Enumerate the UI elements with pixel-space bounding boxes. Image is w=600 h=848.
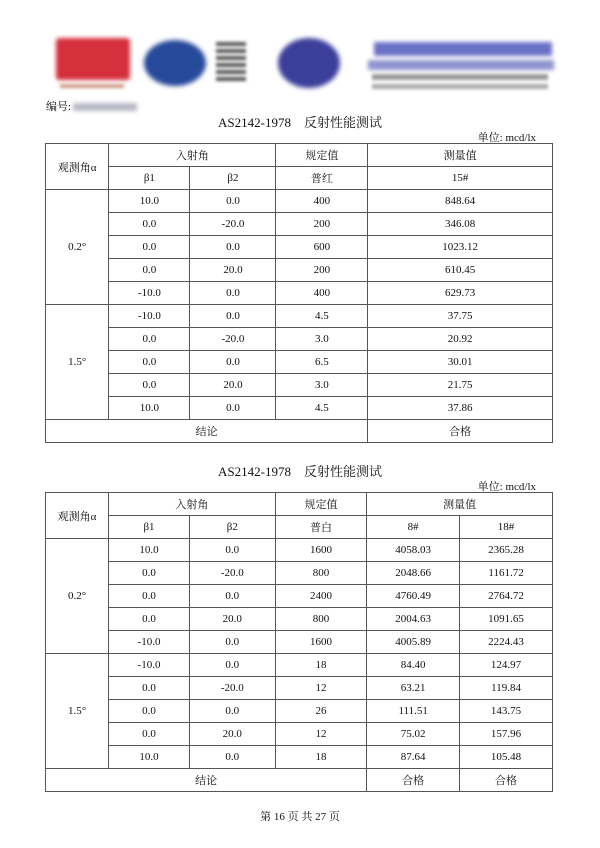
- beta2-cell: -20.0: [189, 677, 275, 700]
- table-row: [46, 677, 553, 700]
- beta2-cell: 0.0: [190, 282, 276, 305]
- measured-value-cell: 37.75: [368, 305, 553, 328]
- measured-value-header: 测量值: [368, 144, 553, 167]
- beta2-cell: 0.0: [189, 539, 275, 562]
- beta2-cell: -20.0: [189, 562, 275, 585]
- table-row: [46, 631, 553, 654]
- table-row: [46, 305, 553, 328]
- table1-title: AS2142-1978 反射性能测试: [218, 115, 382, 130]
- page-footer: 第 16 页 共 27 页: [260, 811, 340, 823]
- spec-value-cell: 18: [275, 654, 367, 677]
- observation-angle-cell: 0.2°: [46, 190, 109, 305]
- table1-unit: 单位: mcd/lx: [477, 132, 536, 144]
- beta1-cell: 0.0: [109, 259, 190, 282]
- table2-title: AS2142-1978 反射性能测试: [218, 464, 382, 479]
- measured-value-cell: 2004.63: [367, 608, 460, 631]
- conclusion-row: [46, 769, 553, 792]
- measured-value-cell: 4058.03: [367, 539, 460, 562]
- table2-unit: 单位: mcd/lx: [477, 481, 536, 493]
- measured-value-cell: 346.08: [368, 213, 553, 236]
- table-header-row: [46, 144, 553, 167]
- spec-color-header: 普白: [275, 516, 367, 539]
- observation-angle-cell: 0.2°: [46, 539, 109, 654]
- beta2-cell: 0.0: [189, 585, 275, 608]
- beta2-cell: 0.0: [190, 190, 276, 213]
- institute-address-line: [372, 74, 548, 80]
- measured-value-cell: 84.40: [367, 654, 460, 677]
- beta2-cell: 0.0: [189, 700, 275, 723]
- table2-reflection-test: [45, 492, 553, 792]
- spec-value-header: 规定值: [276, 144, 368, 167]
- spec-value-cell: 4.5: [276, 397, 368, 420]
- beta1-cell: 0.0: [109, 677, 190, 700]
- header-logos: [56, 36, 556, 92]
- table-row: [46, 397, 553, 420]
- sample-header: 18#: [460, 516, 553, 539]
- table-subheader-row: [46, 516, 553, 539]
- measured-value-cell: 124.97: [460, 654, 553, 677]
- table-row: [46, 585, 553, 608]
- spec-value-cell: 6.5: [276, 351, 368, 374]
- spec-value-cell: 200: [276, 259, 368, 282]
- beta2-cell: 0.0: [189, 746, 275, 769]
- spec-value-header: 规定值: [275, 493, 367, 516]
- spec-value-cell: 1600: [275, 631, 367, 654]
- beta1-cell: -10.0: [109, 305, 190, 328]
- conclusion-label: 结论: [46, 769, 367, 792]
- spec-value-cell: 3.0: [276, 328, 368, 351]
- beta2-header: β2: [190, 167, 276, 190]
- beta1-cell: 10.0: [109, 539, 190, 562]
- beta1-cell: 0.0: [109, 213, 190, 236]
- spec-value-cell: 12: [275, 677, 367, 700]
- sample-header: 8#: [367, 516, 460, 539]
- institute-name-logo: [374, 42, 552, 56]
- beta2-cell: 0.0: [190, 305, 276, 328]
- table-row: [46, 190, 553, 213]
- document-number-label: 编号:: [46, 101, 72, 113]
- table1-reflection-test: [45, 143, 553, 443]
- conclusion-result: 合格: [367, 769, 460, 792]
- measured-value-cell: 629.73: [368, 282, 553, 305]
- beta1-cell: 0.0: [109, 328, 190, 351]
- measured-value-cell: 143.75: [460, 700, 553, 723]
- observation-angle-cell: 1.5°: [46, 654, 109, 769]
- table-row: [46, 562, 553, 585]
- beta2-cell: 20.0: [190, 259, 276, 282]
- beta1-cell: -10.0: [109, 654, 190, 677]
- cnas-logo-icon: [144, 40, 206, 86]
- measured-value-cell: 157.96: [460, 723, 553, 746]
- measured-value-cell: 105.48: [460, 746, 553, 769]
- table-row: [46, 282, 553, 305]
- table-row: [46, 351, 553, 374]
- conclusion-result: 合格: [460, 769, 553, 792]
- table-row: [46, 328, 553, 351]
- table-row: [46, 654, 553, 677]
- beta1-cell: 10.0: [109, 746, 190, 769]
- cma-logo-icon: [56, 38, 130, 80]
- beta1-cell: 0.0: [109, 236, 190, 259]
- beta2-cell: 20.0: [189, 723, 275, 746]
- beta1-cell: 0.0: [109, 562, 190, 585]
- measured-value-cell: 4005.89: [367, 631, 460, 654]
- measured-value-cell: 111.51: [367, 700, 460, 723]
- measured-value-cell: 30.01: [368, 351, 553, 374]
- beta2-cell: 20.0: [190, 374, 276, 397]
- beta1-cell: 0.0: [109, 585, 190, 608]
- spec-value-cell: 1600: [275, 539, 367, 562]
- measured-value-cell: 2365.28: [460, 539, 553, 562]
- table-row: [46, 539, 553, 562]
- conclusion-row: [46, 420, 553, 443]
- measured-value-cell: 2224.43: [460, 631, 553, 654]
- beta2-cell: 0.0: [189, 654, 275, 677]
- table-row: [46, 608, 553, 631]
- table-row: [46, 374, 553, 397]
- table-row: [46, 236, 553, 259]
- beta2-cell: 0.0: [190, 397, 276, 420]
- measured-value-header: 测量值: [367, 493, 553, 516]
- institute-name-line: [368, 60, 554, 70]
- conclusion-result: 合格: [368, 420, 553, 443]
- spec-value-cell: 12: [275, 723, 367, 746]
- measured-value-cell: 20.92: [368, 328, 553, 351]
- measured-value-cell: 21.75: [368, 374, 553, 397]
- beta1-header: β1: [109, 167, 190, 190]
- spec-value-cell: 4.5: [276, 305, 368, 328]
- cma-logo-caption: [60, 84, 124, 88]
- beta2-header: β2: [189, 516, 275, 539]
- observation-angle-header: 观测角α: [46, 144, 109, 190]
- observation-angle-header: 观测角α: [46, 493, 109, 539]
- spec-value-cell: 400: [276, 190, 368, 213]
- table-row: [46, 746, 553, 769]
- institute-address-line: [372, 84, 548, 89]
- spec-value-cell: 26: [275, 700, 367, 723]
- sample-header: 15#: [368, 167, 553, 190]
- beta2-cell: -20.0: [190, 328, 276, 351]
- beta2-cell: 0.0: [189, 631, 275, 654]
- beta2-cell: -20.0: [190, 213, 276, 236]
- measured-value-cell: 75.02: [367, 723, 460, 746]
- measured-value-cell: 119.84: [460, 677, 553, 700]
- measured-value-cell: 1023.12: [368, 236, 553, 259]
- spec-value-cell: 2400: [275, 585, 367, 608]
- beta2-cell: 0.0: [190, 351, 276, 374]
- measured-value-cell: 2764.72: [460, 585, 553, 608]
- measured-value-cell: 87.64: [367, 746, 460, 769]
- beta1-cell: 0.0: [109, 700, 190, 723]
- beta1-header: β1: [109, 516, 190, 539]
- spec-value-cell: 18: [275, 746, 367, 769]
- beta1-cell: 0.0: [109, 374, 190, 397]
- measured-value-cell: 848.64: [368, 190, 553, 213]
- beta1-cell: 0.0: [109, 351, 190, 374]
- measured-value-cell: 4760.49: [367, 585, 460, 608]
- measured-value-cell: 610.45: [368, 259, 553, 282]
- table-header-row: [46, 493, 553, 516]
- incidence-angle-header: 入射角: [109, 493, 276, 516]
- conclusion-label: 结论: [46, 420, 368, 443]
- beta1-cell: -10.0: [109, 282, 190, 305]
- cnas-logo-text: [216, 42, 246, 82]
- ilac-logo-icon: [278, 38, 340, 88]
- spec-value-cell: 200: [276, 213, 368, 236]
- incidence-angle-header: 入射角: [109, 144, 276, 167]
- spec-color-header: 普红: [276, 167, 368, 190]
- table-row: [46, 700, 553, 723]
- spec-value-cell: 800: [275, 562, 367, 585]
- observation-angle-cell: 1.5°: [46, 305, 109, 420]
- measured-value-cell: 37.86: [368, 397, 553, 420]
- spec-value-cell: 800: [275, 608, 367, 631]
- beta2-cell: 20.0: [189, 608, 275, 631]
- beta1-cell: 0.0: [109, 608, 190, 631]
- beta1-cell: 10.0: [109, 190, 190, 213]
- beta1-cell: 10.0: [109, 397, 190, 420]
- document-number-redacted: [73, 103, 137, 111]
- measured-value-cell: 63.21: [367, 677, 460, 700]
- spec-value-cell: 3.0: [276, 374, 368, 397]
- spec-value-cell: 600: [276, 236, 368, 259]
- measured-value-cell: 1091.65: [460, 608, 553, 631]
- table-row: [46, 259, 553, 282]
- table-subheader-row: [46, 167, 553, 190]
- beta1-cell: -10.0: [109, 631, 190, 654]
- table-row: [46, 213, 553, 236]
- beta1-cell: 0.0: [109, 723, 190, 746]
- beta2-cell: 0.0: [190, 236, 276, 259]
- measured-value-cell: 1161.72: [460, 562, 553, 585]
- table-row: [46, 723, 553, 746]
- measured-value-cell: 2048.66: [367, 562, 460, 585]
- spec-value-cell: 400: [276, 282, 368, 305]
